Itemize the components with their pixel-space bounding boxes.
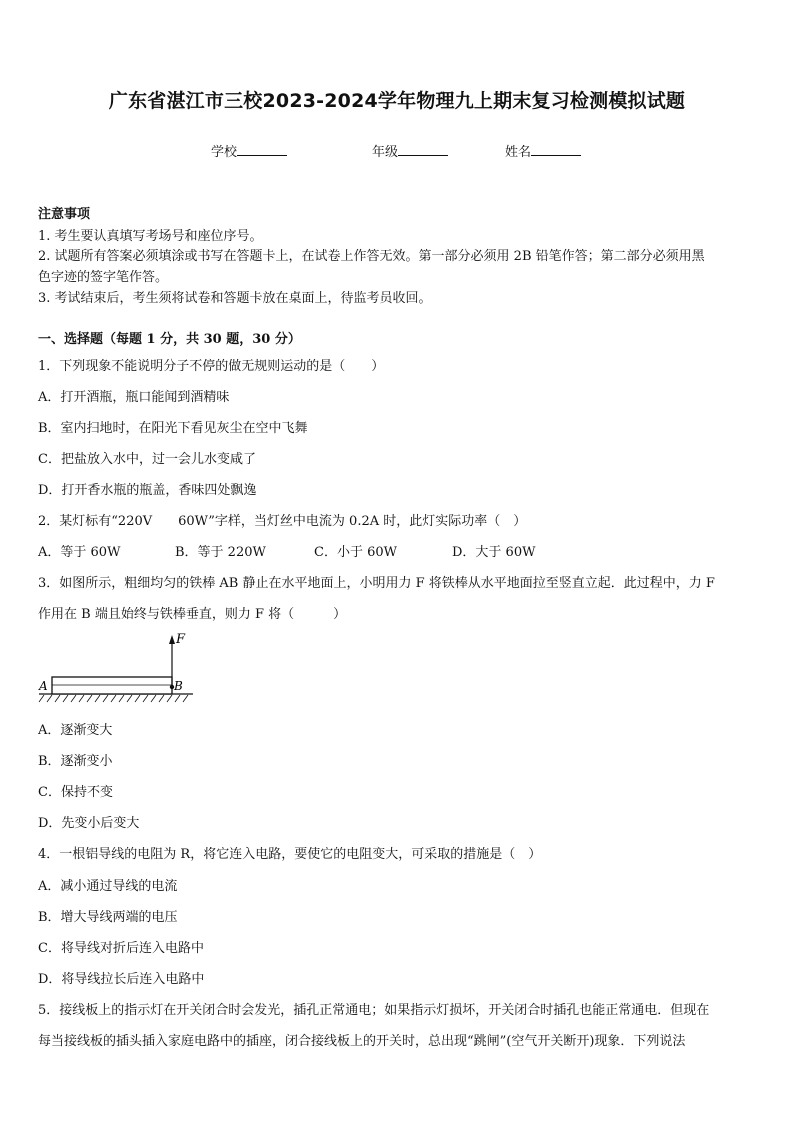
iron-bar-diagram: [36, 630, 196, 705]
q1-stem: 1．下列现象不能说明分子不停的做无规则运动的是（ ）: [38, 359, 385, 374]
q3-option-c: C．保持不变: [38, 785, 113, 800]
q2-stem: 2．某灯标有“220V 60W”字样，当灯丝中电流为 0.2A 时，此灯实际功率（ ）: [38, 514, 527, 529]
q3-figure: [36, 630, 196, 709]
grade-field: [372, 141, 448, 160]
school-blank: [237, 143, 287, 156]
q4-option-d: D．将导线拉长后连入电路中: [38, 972, 205, 987]
name-label: 姓名: [505, 145, 532, 160]
q3-option-d: D．先变小后变大: [38, 816, 140, 831]
q5-stem-line2: 每当接线板的插头插入家庭电路中的插座，闭合接线板上的开关时，总出现“跳闸”(空气开关断开)现象．下列说法: [38, 1034, 686, 1049]
name-blank: [531, 143, 581, 156]
page-title: 广东省湛江市三校2023-2024学年物理九上期末复习检测模拟试题: [108, 90, 686, 112]
note-item: 2. 试题所有答案必须填涂或书写在答题卡上，在试卷上作答无效。第一部分必须用 2B 铅笔作答；第二部分必须用黑: [38, 249, 705, 264]
grade-blank: [398, 143, 448, 156]
school-field: [211, 141, 287, 160]
q2-option-a: A．等于 60W: [38, 545, 121, 560]
q1-option-b: B．室内扫地时，在阳光下看见灰尘在空中飞舞: [38, 421, 308, 436]
name-field: [505, 141, 581, 160]
q4-option-b: B．增大导线两端的电压: [38, 910, 178, 925]
q4-option-a: A．减小通过导线的电流: [38, 879, 178, 894]
q5-stem-line1: 5．接线板上的指示灯在开关闭合时会发光，插孔正常通电；如果指示灯损坏，开关闭合时插孔也能正常通电．但现在: [38, 1003, 710, 1018]
q3-option-a: A．逐渐变大: [38, 723, 113, 738]
q4-option-c: C．将导线对折后连入电路中: [38, 941, 204, 956]
q2-option-c: C．小于 60W: [314, 545, 397, 560]
label-a: A: [39, 679, 48, 693]
note-item: 1. 考生要认真填写考场号和座位序号。: [38, 229, 263, 244]
q1-option-a: A．打开酒瓶，瓶口能闻到酒精味: [38, 390, 230, 405]
iron-bar: [52, 677, 172, 694]
q4-stem: 4．一根铝导线的电阻为 R，将它连入电路，要使它的电阻变大，可采取的措施是（ ）: [38, 847, 542, 862]
q2-option-d: D．大于 60W: [452, 545, 536, 560]
note-item: 3. 考试结束后，考生须将试卷和答题卡放在桌面上，待监考员收回。: [38, 291, 432, 306]
q3-option-b: B．逐渐变小: [38, 754, 113, 769]
grade-label: 年级: [372, 145, 399, 160]
q1-option-c: C．把盐放入水中，过一会儿水变咸了: [38, 452, 256, 467]
q3-stem-line2: 作用在 B 端且始终与铁棒垂直，则力 F 将（ ）: [38, 607, 347, 622]
label-f: F: [176, 632, 186, 647]
section-heading: 一、选择题（每题 1 分，共 30 题，30 分）: [38, 332, 301, 347]
notes-heading: 注意事项: [38, 207, 91, 222]
q3-stem-line1: 3．如图所示，粗细均匀的铁棒 AB 静止在水平地面上，小明用力 F 将铁棒从水平地面拉至竖直立起．此过程中，力 F: [38, 576, 715, 591]
note-item: 色字迹的签字笔作答。: [38, 270, 169, 285]
arrow-head: [169, 635, 175, 644]
school-label: 学校: [211, 145, 238, 160]
ground-hatching: [39, 695, 188, 702]
q2-option-b: B．等于 220W: [175, 545, 266, 560]
label-b: B: [174, 679, 183, 693]
q1-option-d: D．打开香水瓶的瓶盖，香味四处飘逸: [38, 483, 257, 498]
